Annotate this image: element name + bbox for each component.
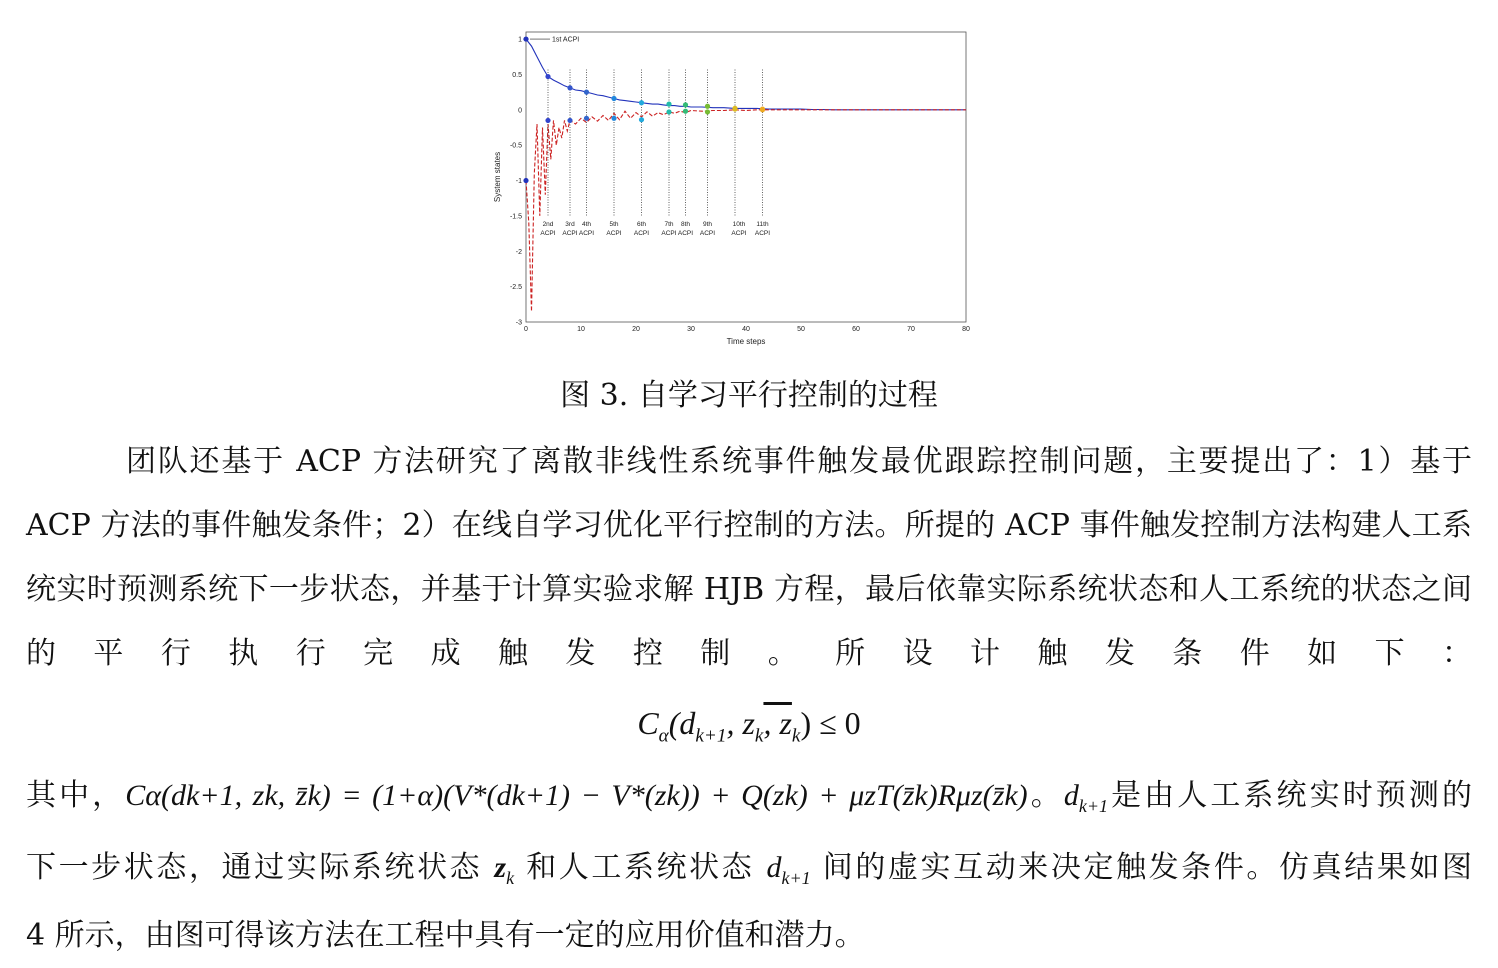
event-marker-bottom — [545, 118, 550, 123]
figure-caption: 图 3. 自学习平行控制的过程 — [560, 378, 938, 413]
event-label-acpi: ACPI — [633, 229, 650, 237]
line1-d: d — [1063, 779, 1079, 812]
line2-d: d — [766, 851, 782, 884]
x-tick-label: 0 — [524, 326, 528, 333]
event-label-ordinal: 5th — [609, 220, 619, 228]
line2-b: 和人工系统状态 — [514, 850, 767, 885]
y-tick-label: 1 — [518, 36, 522, 44]
event-marker-top — [567, 85, 572, 90]
paragraph-1: 团队还基于 ACP 方法研究了离散非线性系统事件触发最优跟踪控制问题，主要提出了：1）基于 ACP 方法的事件触发条件；2）在线自学习优化平行控制的方法。所提的 ACP 事件触发控制方法构建人工系统实时预测系统下一步状态，并基于计算实验求解 HJB 方程，最后依靠实际系统状态和人工系统的状态之间的平行执行完成触发控制。所设计触发条件如下： — [26, 444, 1472, 671]
y-tick-label: -2 — [515, 248, 522, 256]
event-label-acpi: ACPI — [677, 229, 694, 237]
event-marker-bottom — [567, 118, 572, 123]
line1-tail: 是由人工系统实时预测的 — [1107, 778, 1472, 813]
eq-alpha: α — [658, 725, 669, 747]
event-label-acpi: ACPI — [731, 229, 747, 237]
line2-z: z — [494, 851, 507, 884]
event-label: 1st ACPI — [552, 36, 580, 44]
x-tick-label: 10 — [577, 326, 585, 333]
line2-a: 下一步状态，通过实际系统状态 — [26, 850, 495, 885]
x-tick-label: 70 — [907, 326, 915, 333]
x-axis-label: Time steps — [726, 337, 766, 346]
event-marker-top — [584, 90, 589, 95]
event-marker-bottom — [611, 116, 616, 121]
text-line-3: 4 所示，由图可得该方法在工程中具有一定的应用价值和潜力。 — [26, 918, 865, 953]
eq-kp1: k+1 — [695, 725, 727, 747]
event-marker-top — [611, 96, 616, 101]
event-marker-top — [523, 36, 528, 41]
event-marker-bottom — [639, 117, 644, 122]
y-tick-label: -1 — [515, 178, 522, 186]
x-tick-label: 60 — [852, 326, 860, 333]
event-marker-top — [666, 102, 671, 107]
eq-zbar: , z — [763, 705, 792, 741]
y-axis-label: System states — [493, 151, 502, 203]
line1-sep: 。 — [1027, 778, 1064, 813]
event-marker-top — [639, 100, 644, 105]
y-tick-label: 0 — [518, 107, 522, 115]
event-label-ordinal: 10th — [732, 220, 746, 228]
y-tick-label: -2.5 — [509, 284, 522, 292]
line1-lead: 其中， — [26, 778, 126, 813]
event-marker-bottom — [666, 109, 671, 114]
event-label-ordinal: 9th — [702, 220, 713, 228]
line2-kp1: k+1 — [781, 868, 811, 888]
eq-c: C — [637, 705, 659, 741]
line2-k: k — [506, 868, 515, 888]
event-label-acpi: ACPI — [540, 229, 556, 237]
event-marker-bottom — [523, 178, 528, 183]
event-label-acpi: ACPI — [661, 229, 677, 237]
eq-k1: k — [754, 725, 764, 747]
x-tick-label: 20 — [632, 326, 640, 333]
y-tick-label: -3 — [515, 319, 522, 327]
event-marker-bottom — [705, 109, 710, 114]
event-marker-bottom — [584, 116, 589, 121]
event-label-ordinal: 2nd — [542, 220, 554, 228]
y-tick-label: -1.5 — [509, 213, 522, 221]
chart-axes — [510, 32, 970, 333]
trigger-condition-equation — [0, 698, 1498, 761]
x-tick-label: 40 — [742, 326, 750, 333]
event-label-acpi: ACPI — [562, 229, 578, 237]
y-tick-label: 0.5 — [512, 71, 522, 79]
event-label-ordinal: 11th — [756, 220, 769, 228]
x-tick-label: 80 — [962, 326, 970, 333]
system-states-chart — [490, 20, 990, 360]
plot-frame — [526, 32, 966, 322]
text-line-2 — [26, 838, 1472, 908]
text-line-1 — [26, 768, 1472, 834]
x-tick-label: 30 — [687, 326, 695, 333]
line1-kp1: k+1 — [1078, 796, 1108, 816]
event-label-acpi: ACPI — [606, 229, 622, 237]
eq-z: , z — [726, 705, 755, 741]
event-label-ordinal: 8th — [680, 220, 691, 228]
event-label-ordinal: 3rd — [565, 220, 575, 228]
event-label-acpi: ACPI — [578, 229, 595, 237]
event-label-ordinal: 7th — [664, 220, 674, 228]
eq-close: ) ≤ 0 — [800, 705, 861, 741]
x-tick-label: 50 — [797, 326, 805, 333]
event-marker-top — [683, 102, 688, 107]
event-label-acpi: ACPI — [699, 229, 716, 237]
line1-formula: Cα(dk+1, zk, z̄k) = (1+α)(V*(dk+1) − V*(zk)) + Q(zk) + μzT(z̄k)Rμz(z̄k) — [125, 779, 1028, 812]
line2-c: 间的虚实互动来决定触发条件。仿真结果如图 — [810, 850, 1472, 885]
event-label-acpi: ACPI — [754, 229, 771, 237]
eq-k2: k — [791, 725, 801, 747]
event-marker-bottom — [732, 106, 737, 111]
event-marker-bottom — [683, 109, 688, 114]
event-label-ordinal: 6th — [636, 220, 647, 228]
event-label-ordinal: 4th — [581, 220, 592, 228]
eq-args: (d — [668, 705, 696, 741]
event-marker-top — [705, 104, 710, 109]
event-marker-bottom — [760, 107, 765, 112]
event-marker-top — [545, 74, 550, 79]
y-tick-label: -0.5 — [509, 142, 522, 150]
